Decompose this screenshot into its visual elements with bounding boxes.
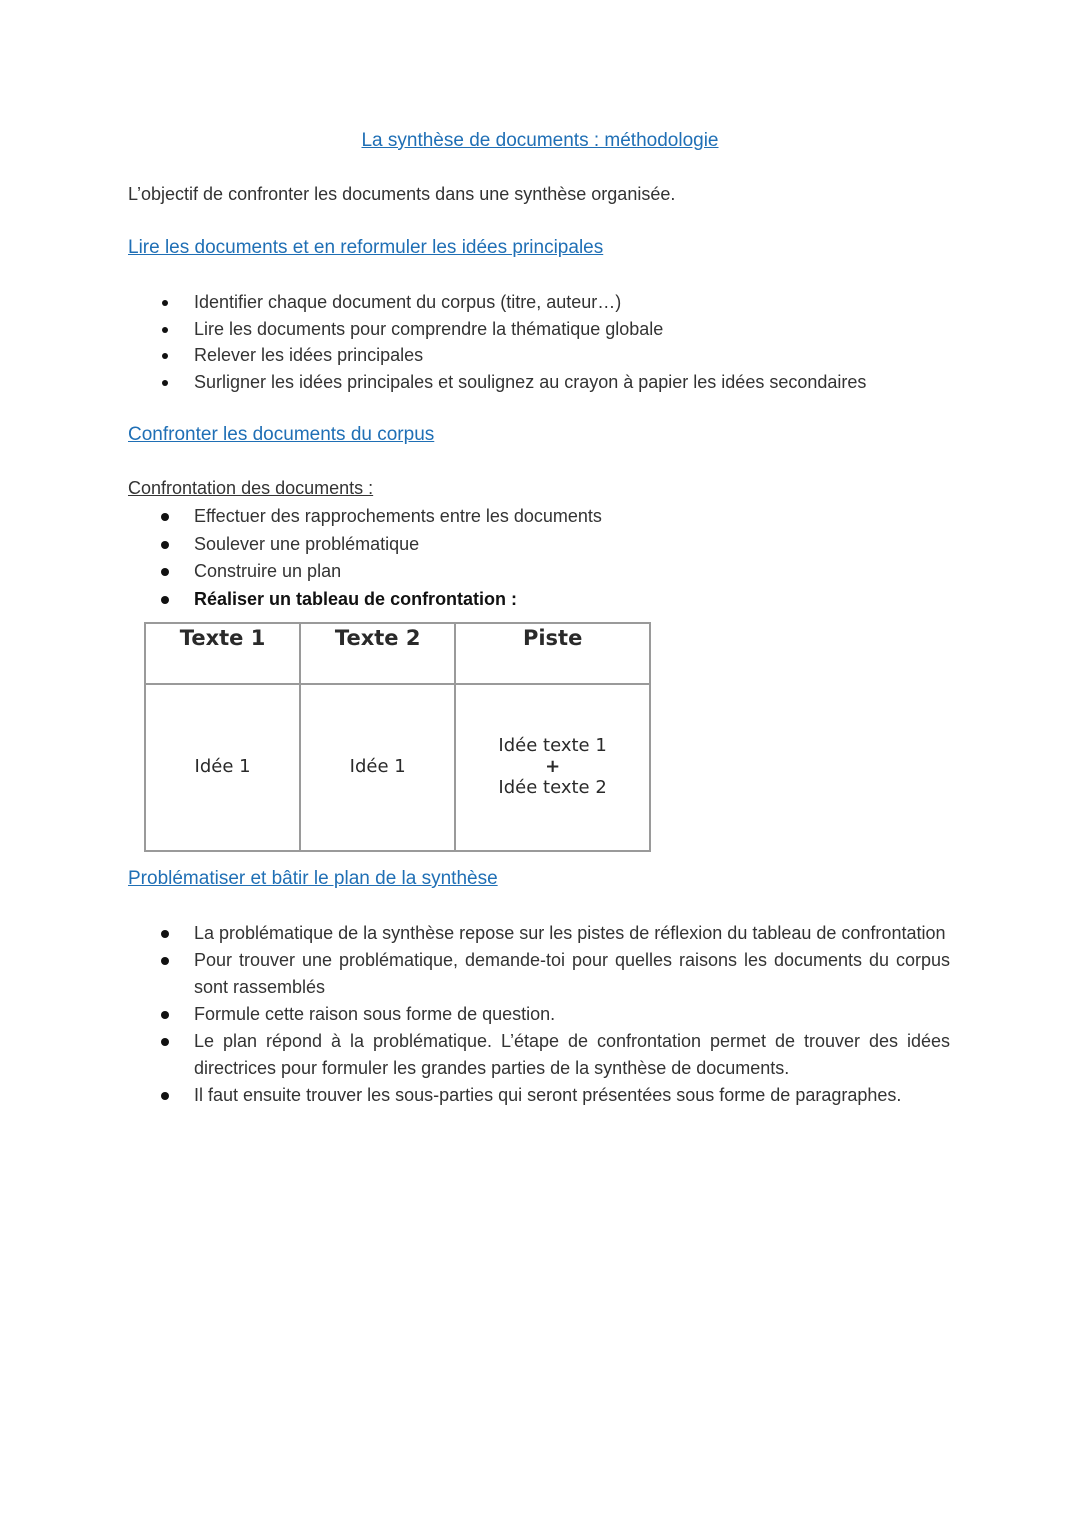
list-item: Surligner les idées principales et soulignez au crayon à papier les idées secondaires bbox=[160, 369, 866, 396]
table-header-cell: Texte 1 bbox=[145, 623, 300, 684]
table-header-cell: Piste bbox=[455, 623, 650, 684]
list-item: Il faut ensuite trouver les sous-parties qui seront présentées sous forme de paragraphes. bbox=[160, 1082, 950, 1109]
table-cell bbox=[145, 684, 300, 851]
cell-text: Idée 1 bbox=[194, 756, 251, 777]
subheading-confrontation: Confrontation des documents : bbox=[128, 478, 374, 498]
list-item: Pour trouver une problématique, demande-toi pour quelles raisons les documents du corpus sont rassemblés bbox=[160, 947, 950, 1001]
confrontation-table bbox=[144, 622, 651, 852]
list-item: Construire un plan bbox=[160, 558, 602, 586]
table-cell bbox=[300, 684, 455, 851]
list-item: Lire les documents pour comprendre la thématique globale bbox=[160, 316, 866, 343]
cell-text: Idée texte 1 bbox=[498, 735, 607, 756]
reading-steps-list bbox=[160, 289, 866, 395]
list-item: La problématique de la synthèse repose sur les pistes de réflexion du tableau de confrontation bbox=[160, 920, 950, 947]
list-item: Soulever une problématique bbox=[160, 531, 602, 559]
document-title: La synthèse de documents : méthodologie bbox=[361, 130, 719, 151]
section-heading-plan: Problématiser et bâtir le plan de la synthèse bbox=[128, 868, 498, 889]
list-item: Effectuer des rapprochements entre les documents bbox=[160, 503, 602, 531]
table-cell bbox=[455, 684, 650, 851]
section-heading-read: Lire les documents et en reformuler les idées principales bbox=[128, 237, 604, 258]
cell-plus-sign: + bbox=[545, 756, 561, 777]
list-item: Identifier chaque document du corpus (titre, auteur…) bbox=[160, 289, 866, 316]
section-heading-confront: Confronter les documents du corpus bbox=[128, 424, 435, 445]
table-header-cell: Texte 2 bbox=[300, 623, 455, 684]
list-item: Formule cette raison sous forme de question. bbox=[160, 1001, 950, 1028]
intro-paragraph: L’objectif de confronter les documents dans une synthèse organisée. bbox=[128, 184, 676, 204]
table-header-row bbox=[145, 623, 650, 684]
plan-steps-list bbox=[160, 920, 950, 1109]
list-item: Relever les idées principales bbox=[160, 342, 866, 369]
table-row bbox=[145, 684, 650, 851]
list-item: Réaliser un tableau de confrontation : bbox=[160, 586, 602, 614]
cell-text: Idée 1 bbox=[349, 756, 406, 777]
confrontation-steps-list bbox=[160, 503, 602, 613]
cell-text: Idée texte 2 bbox=[498, 777, 607, 798]
list-item: Le plan répond à la problématique. L’étape de confrontation permet de trouver des idées directrices pour formuler les grandes parties de la synthèse de documents. bbox=[160, 1028, 950, 1082]
